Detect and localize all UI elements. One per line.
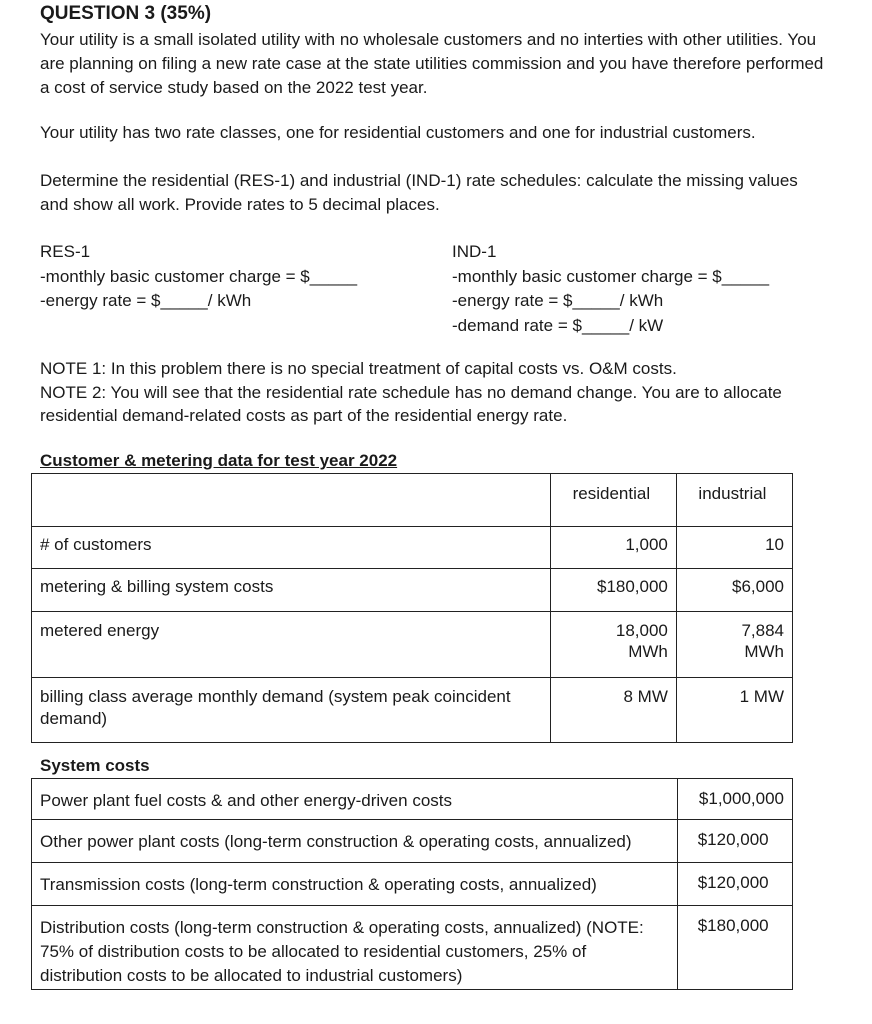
note-2: NOTE 2: You will see that the residential rate schedule has no demand change. You are to allocate residential demand-related costs as part of the residential energy rate. [40, 382, 782, 425]
row-label: # of customers [32, 527, 551, 569]
customer-metering-table [31, 473, 793, 743]
intro-paragraph: Your utility is a small isolated utility with no wholesale customers and no interties with other utilities. You are planning on filing a new rate case at the state utilities commission and you have therefore performed a cost of service study based on the 2022 test year. [40, 30, 824, 97]
ind1-schedule [452, 240, 769, 338]
residential-value: 1,000 [550, 527, 676, 569]
residential-value [550, 612, 676, 678]
cost-value: $1,000,000 [678, 779, 793, 820]
industrial-value: 1 MW [676, 678, 792, 743]
res1-schedule [40, 240, 357, 314]
ind1-energy-rate: -energy rate = $_____/ kWh [452, 291, 664, 310]
cost-label: Distribution costs (long-term construction & operating costs, annualized) (NOTE: 75% of distribution costs to be allocated to residential customers, 25% of distribution costs to be allocated to industrial customers) [32, 906, 678, 990]
table-row [32, 569, 793, 612]
ind1-name: IND-1 [452, 242, 497, 261]
residential-value: $180,000 [550, 569, 676, 612]
table-row [32, 678, 793, 743]
table-row [32, 906, 793, 990]
ind1-customer-charge: -monthly basic customer charge = $_____ [452, 266, 770, 286]
table-row [32, 863, 793, 906]
customer-table-caption: Customer & metering data for test year 2022 [40, 451, 398, 470]
res1-name: RES-1 [40, 242, 91, 261]
residential-value: 8 MW [550, 678, 676, 743]
industrial-energy-value: 7,884 [741, 621, 784, 640]
task-paragraph: Determine the residential (RES-1) and industrial (IND-1) rate schedules: calculate the missing values and show all work. Provide rates to 5 decimal places. [40, 171, 798, 214]
residential-energy-unit: MWh [628, 642, 668, 661]
question-title: QUESTION 3 (35%) [40, 3, 212, 24]
system-costs-table [31, 778, 793, 990]
cost-label: Transmission costs (long-term construction & operating costs, annualized) [32, 863, 678, 906]
table-row [32, 527, 793, 569]
header-industrial: industrial [676, 474, 792, 527]
ind1-demand-rate: -demand rate = $_____/ kW [452, 315, 664, 335]
res1-customer-charge: -monthly basic customer charge = $_____ [40, 266, 358, 286]
row-label: billing class average monthly demand (system peak coincident demand) [32, 678, 551, 743]
table-row [32, 612, 793, 678]
table-row [32, 820, 793, 863]
row-label: metering & billing system costs [32, 569, 551, 612]
header-blank [32, 474, 551, 527]
cost-value: $120,000 [678, 820, 793, 863]
residential-energy-value: 18,000 [615, 621, 668, 640]
note-1: NOTE 1: In this problem there is no special treatment of capital costs vs. O&M costs. [40, 359, 677, 378]
table-row [32, 779, 793, 820]
system-costs-caption: System costs [40, 756, 150, 775]
table-header-row [32, 474, 793, 527]
cost-value: $180,000 [678, 906, 793, 990]
industrial-value [676, 612, 792, 678]
cost-label: Other power plant costs (long-term construction & operating costs, annualized) [32, 820, 678, 863]
row-label: metered energy [32, 612, 551, 678]
industrial-value: $6,000 [676, 569, 792, 612]
cost-label: Power plant fuel costs & and other energy-driven costs [32, 779, 678, 820]
cost-value: $120,000 [678, 863, 793, 906]
notes [40, 357, 830, 428]
industrial-energy-unit: MWh [744, 642, 784, 661]
header-residential: residential [550, 474, 676, 527]
industrial-value: 10 [676, 527, 792, 569]
rate-classes-paragraph: Your utility has two rate classes, one for residential customers and one for industrial customers. [40, 123, 756, 142]
res1-energy-rate: -energy rate = $_____/ kWh [40, 291, 252, 310]
